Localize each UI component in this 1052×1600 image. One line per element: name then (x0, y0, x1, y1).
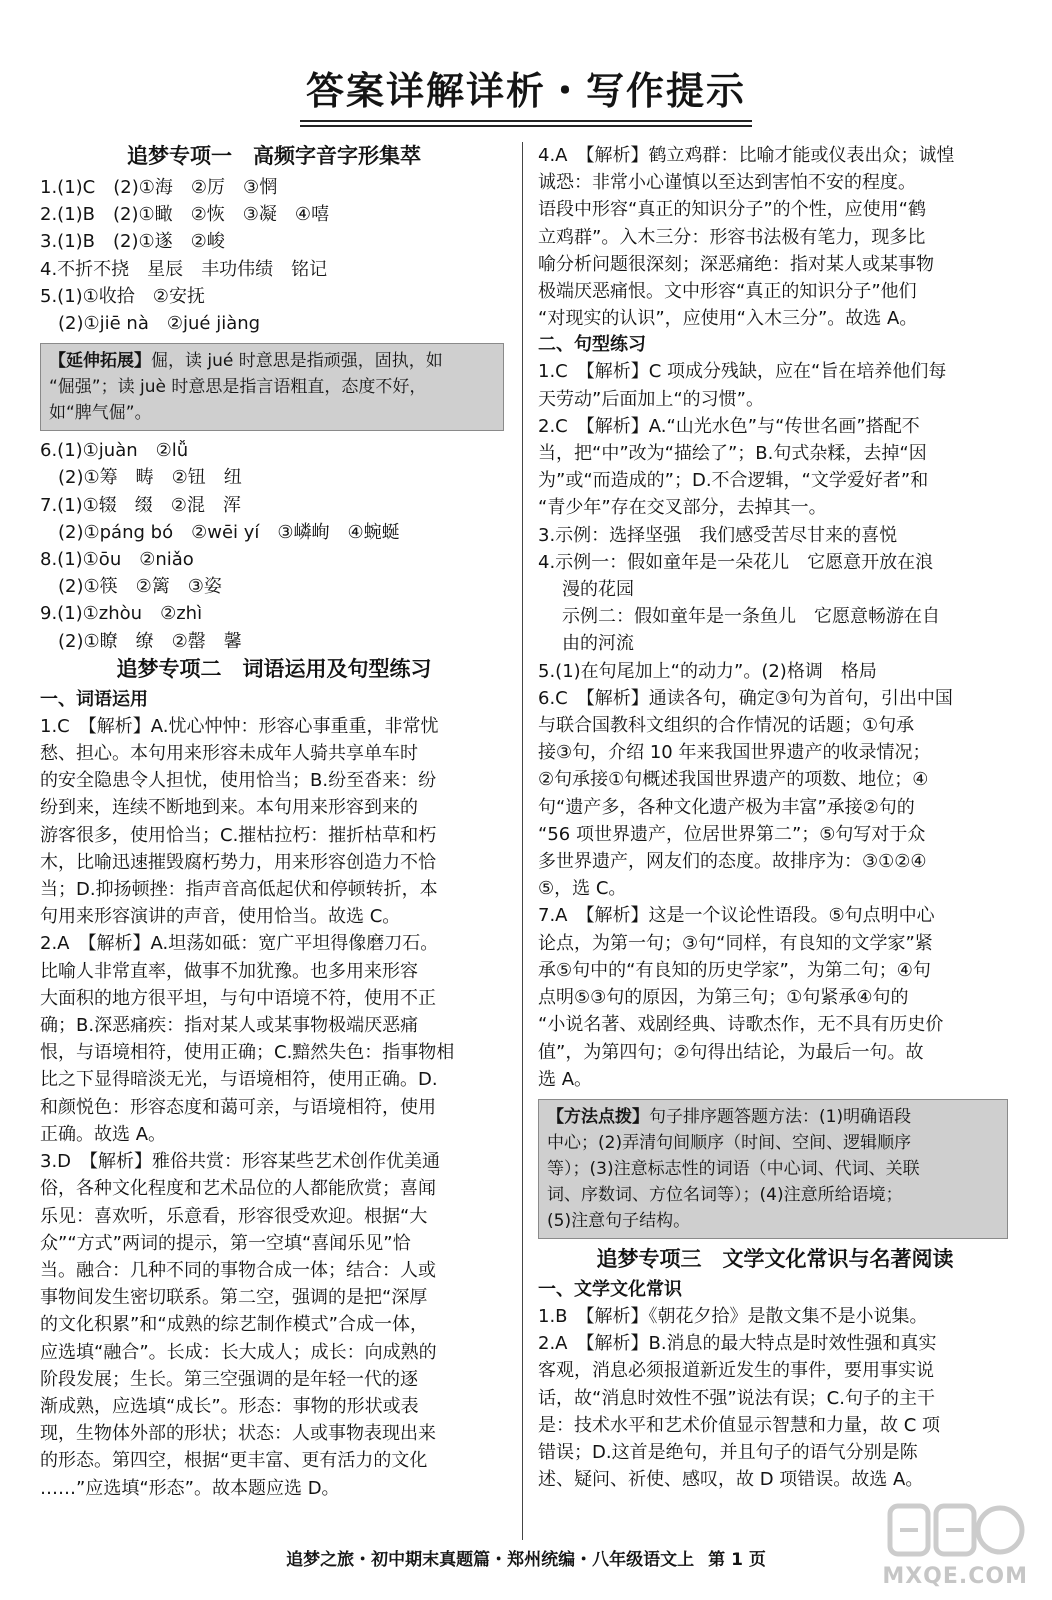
answer-line: 事物间发生密切联系。第二空，强调的是把“深厚 (40, 1287, 428, 1309)
answer-list (538, 358, 1012, 1092)
answer-line: (2)①páng bó ②wēi yí ③嶙峋 ④蜿蜒 (40, 521, 400, 543)
answer-line: 句用来形容演讲的声音，使用恰当。故选 C。 (40, 906, 401, 928)
answer-line: 多世界遗产，网友们的态度。故排序为：③①②④ (538, 851, 927, 873)
answer-line: 2.A 【解析】B.消息的最大特点是时效性强和真实 (538, 1333, 937, 1355)
answer-line: 语段中形容“真正的知识分子”的个性，应使用“鹤 (538, 199, 926, 221)
page-title: 答案详解详析・写作提示 (305, 69, 746, 113)
section-title: 追梦专项一 高频字音字形集萃 (127, 144, 421, 168)
answer-line: 现，生物体外部的形状；状态：人或事物表现出来 (40, 1423, 436, 1445)
answer-line: 7.A 【解析】这是一个议论性语段。⑤句点明中心 (538, 905, 935, 927)
answer-list (40, 174, 508, 337)
answer-line: 论点，为第一句；③句“同样，有良知的文学家”紧 (538, 932, 933, 954)
answer-list (40, 713, 508, 1502)
method-tip-box (538, 1099, 1008, 1239)
answer-line: 4.示例一：假如童年是一朵花儿 它愿意开放在浪 (538, 551, 934, 573)
watermark-logo-icon (886, 1500, 1026, 1562)
answer-line: 9.(1)①zhòu ②zhì (40, 603, 203, 625)
answer-line: 与联合国教科文组织的合作情况的话题；①句承 (538, 715, 915, 737)
answer-line: 恨，与语境相符，使用正确；C.黯然失色：指事物相 (40, 1042, 455, 1064)
answer-list (40, 437, 508, 655)
answer-line: ②句承接①句概述我国世界遗产的项数、地位；④ (538, 769, 929, 791)
answer-line: 是：技术水平和艺术价值显示智慧和力量，故 C 项 (538, 1414, 941, 1436)
answer-line: 大面积的地方很平坦，与句中语境不符，使用不正 (40, 987, 436, 1009)
answer-line: 诚恐：非常小心谨慎以至达到害怕不安的程度。 (538, 172, 916, 194)
page-number: 第 1 页 (708, 1550, 766, 1570)
answer-line: 4.A 【解析】鹤立鸡群：比喻才能或仪表出众；诚惶 (538, 145, 955, 166)
answer-line: 1.B 【解析】《朝花夕拾》是散文集不是小说集。 (538, 1305, 928, 1327)
answer-line: 5.(1)在句尾加上“的动力”。(2)格调 格局 (538, 660, 877, 682)
page-header (0, 62, 1052, 132)
answer-line: (2)①筷 ②篱 ③姿 (40, 576, 222, 598)
answer-line: 2.(1)B (2)①瞰 ②恢 ③凝 ④嘻 (40, 204, 330, 226)
subsection-heading: 一、文学文化常识 (538, 1278, 682, 1300)
answer-line: 立鸡群”。入木三分：形容书法极有笔力，现多比 (538, 226, 926, 248)
subsection-heading: 二、句型练习 (538, 334, 646, 356)
header-rule (300, 125, 752, 127)
column-divider (522, 142, 523, 1540)
answer-line: “对现实的认识”，应使用“入木三分”。故选 A。 (538, 308, 918, 330)
answer-line: 乐见：喜欢听，乐意看，形容很受欢迎。根据“大 (40, 1205, 428, 1227)
answer-line: 点明⑤③句的原因，为第三句；①句紧承④句的 (538, 987, 909, 1009)
answer-line: ……”应选填“形态”。故本题应选 D。 (40, 1477, 340, 1499)
answer-line: 1.C 【解析】A.忧心忡忡：形容心事重重，非常忧 (40, 715, 439, 737)
answer-line: 和颜悦色：形容态度和蔼可亲，与语境相符，使用 (40, 1096, 436, 1118)
answer-line: 愁、担心。本句用来形容未成年人骑共享单车时 (40, 743, 418, 765)
answer-line: 由的河流 (562, 633, 634, 655)
answer-line: 喻分析问题很深刻；深恶痛绝：指对某人或某事物 (538, 253, 934, 275)
footer-text: 追梦之旅・初中期末真题篇・郑州统编・八年级语文上 (286, 1550, 695, 1570)
answer-line: 述、疑问、祈使、感叹，故 D 项错误。故选 A。 (538, 1469, 924, 1491)
answer-line: 接③句，介绍 10 年来我国世界遗产的收录情况； (538, 742, 931, 764)
answer-line: 5.(1)①收拾 ②安抚 (40, 285, 205, 307)
answer-line: 渐成熟，应选填“成长”。形态：事物的形状或表 (40, 1395, 419, 1417)
answer-line: 比之下显得暗淡无光，与语境相符，使用正确。D. (40, 1069, 438, 1091)
answer-line: 的文化积累”和“成熟的综艺制作模式”合成一体， (40, 1314, 428, 1336)
tip-line: 如“脾气倔”。 (49, 403, 152, 424)
answer-line: 承⑤句中的“有良知的历史学家”，为第二句；④句 (538, 959, 931, 981)
right-column (538, 142, 1012, 1540)
answer-line: 确；B.深恶痛疾：指对某人或某事物极端厌恶痛 (40, 1015, 419, 1037)
answer-line: ⑤，选 C。 (538, 878, 627, 900)
extension-tip-box (40, 343, 504, 431)
answer-line: 纷到来，连续不断地到来。本句用来形容到来的 (40, 797, 418, 819)
answer-line: “青少年”存在交叉部分，去掉其一。 (538, 497, 827, 519)
answer-line: 6.C 【解析】通读各句，确定③句为首句，引出中国 (538, 687, 953, 709)
answer-list (538, 142, 1012, 332)
answer-line: (2)①瞭 缭 ②罄 馨 (40, 630, 242, 652)
tip-line: 【延伸拓展】倔，读 jué 时意思是指顽强，固执，如 (49, 351, 443, 372)
answer-line: 示例二：假如童年是一条鱼儿 它愿意畅游在自 (562, 606, 940, 628)
answer-line: 值”，为第四句；②句得出结论，为最后一句。故 (538, 1041, 924, 1063)
answer-line: (2)①筹 畴 ②钮 纽 (40, 467, 242, 489)
answer-line: 的安全隐患令人担忧，使用恰当；B.纷至沓来：纷 (40, 770, 437, 792)
tip-line: 中心；(2)弄清句间顺序（时间、空间、逻辑顺序 (547, 1132, 912, 1153)
answer-line: 当；D.抑扬顿挫：指声音高低起伏和停顿转折，本 (40, 879, 438, 901)
answer-line: 6.(1)①juàn ②lǚ (40, 440, 189, 462)
answer-line: 的形态。第四空，根据“更丰富、更有活力的文化 (40, 1450, 428, 1472)
answer-line: 漫的花园 (562, 579, 634, 601)
answer-line: 3.(1)B (2)①遂 ②峻 (40, 231, 225, 253)
answer-line: 句“遗产多，各种文化遗产极为丰富”承接②句的 (538, 796, 915, 818)
answer-line: 2.A 【解析】A.坦荡如砥：宽广平坦得像磨刀石。 (40, 933, 439, 955)
section-title: 追梦专项三 文学文化常识与名著阅读 (596, 1246, 954, 1271)
answer-line: 3.D 【解析】雅俗共赏：形容某些艺术创作优美通 (40, 1151, 441, 1173)
answer-line: 错误；D.这首是绝句，并且句子的语气分别是陈 (538, 1441, 918, 1463)
tip-line: (5)注意句子结构。 (547, 1210, 691, 1231)
subsection-heading: 一、词语运用 (40, 688, 148, 710)
header-rule (300, 120, 752, 122)
answer-line: 天劳动”后面加上“的习惯”。 (538, 388, 764, 410)
answer-line: 正确。故选 A。 (40, 1123, 167, 1145)
tip-line: 词、序数词、方位名词等）；(4)注意所给语境； (547, 1184, 903, 1205)
tip-line: “倔强”；读 juè 时意思是指言语粗直，态度不好， (49, 377, 427, 398)
answer-line: 2.C 【解析】A.“山光水色”与“传世名画”搭配不 (538, 415, 920, 437)
answer-line: (2)①jiē nà ②jué jiàng (40, 313, 261, 335)
answer-line: 客观，消息必须报道新近发生的事件，要用事实说 (538, 1360, 934, 1382)
answer-line: 3.示例：选择坚强 我们感受苦尽甘来的喜悦 (538, 524, 898, 546)
answer-line: 当，把“中”改为“描绘了”；B.句式杂糅，去掉“因 (538, 443, 927, 465)
answer-list (538, 1303, 1012, 1493)
answer-line: 俗，各种文化程度和艺术品位的人都能欣赏；喜闻 (40, 1178, 436, 1200)
answer-line: 为”或“而造成的”；D.不合逻辑，“文学爱好者”和 (538, 470, 929, 492)
section-title: 追梦专项二 词语运用及句型练习 (116, 656, 432, 681)
answer-line: 当。融合：几种不同的事物合成一体；结合：人或 (40, 1259, 436, 1281)
answer-line: 8.(1)①ōu ②niǎo (40, 549, 194, 571)
tip-line: 等）；(3)注意标志性的词语（中心词、代词、关联 (547, 1158, 920, 1179)
answer-line: 众”“方式”两词的提示，第一空填“喜闻乐见”恰 (40, 1232, 411, 1254)
watermark (878, 1500, 1028, 1590)
answer-line: 木，比喻迅速摧毁腐朽势力，用来形容创造力不恰 (40, 851, 436, 873)
answer-line: 应选填“融合”。长成：长大成人；成长：向成熟的 (40, 1341, 437, 1363)
answer-line: 话，故“消息时效性不强”说法有误；C.句子的主干 (538, 1387, 935, 1409)
left-column (40, 142, 508, 1540)
answer-line: 1.C 【解析】C 项成分残缺，应在“旨在培养他们每 (538, 361, 947, 383)
answer-line: 1.(1)C (2)①海 ②厉 ③惘 (40, 177, 278, 198)
answer-line: 选 A。 (538, 1068, 593, 1090)
answer-line: “56 项世界遗产，位居世界第二”；⑤句写对于众 (538, 823, 926, 845)
answer-line: 比喻人非常直率，做事不加犹豫。也多用来形容 (40, 960, 418, 982)
answer-line: 游客很多，使用恰当；C.摧枯拉朽：摧折枯草和朽 (40, 824, 437, 846)
tip-label: 【延伸拓展】 (49, 351, 151, 372)
answer-line: 极端厌恶痛恨。文中形容“真正的知识分子”他们 (538, 281, 917, 303)
answer-line: 阶段发展；生长。第三空强调的是年轻一代的逐 (40, 1368, 418, 1390)
answer-line: 4.不折不挠 星辰 丰功伟绩 铭记 (40, 258, 328, 280)
tip-label: 【方法点拨】 (547, 1106, 649, 1127)
answer-line: “小说名著、戏剧经典、诗歌杰作，无不具有历史价 (538, 1014, 944, 1036)
watermark-text: MXQE.COM (882, 1564, 1028, 1589)
answer-line: 7.(1)①辍 缀 ②混 浑 (40, 494, 241, 516)
tip-line: 【方法点拨】句子排序题答题方法：(1)明确语段 (547, 1106, 912, 1127)
